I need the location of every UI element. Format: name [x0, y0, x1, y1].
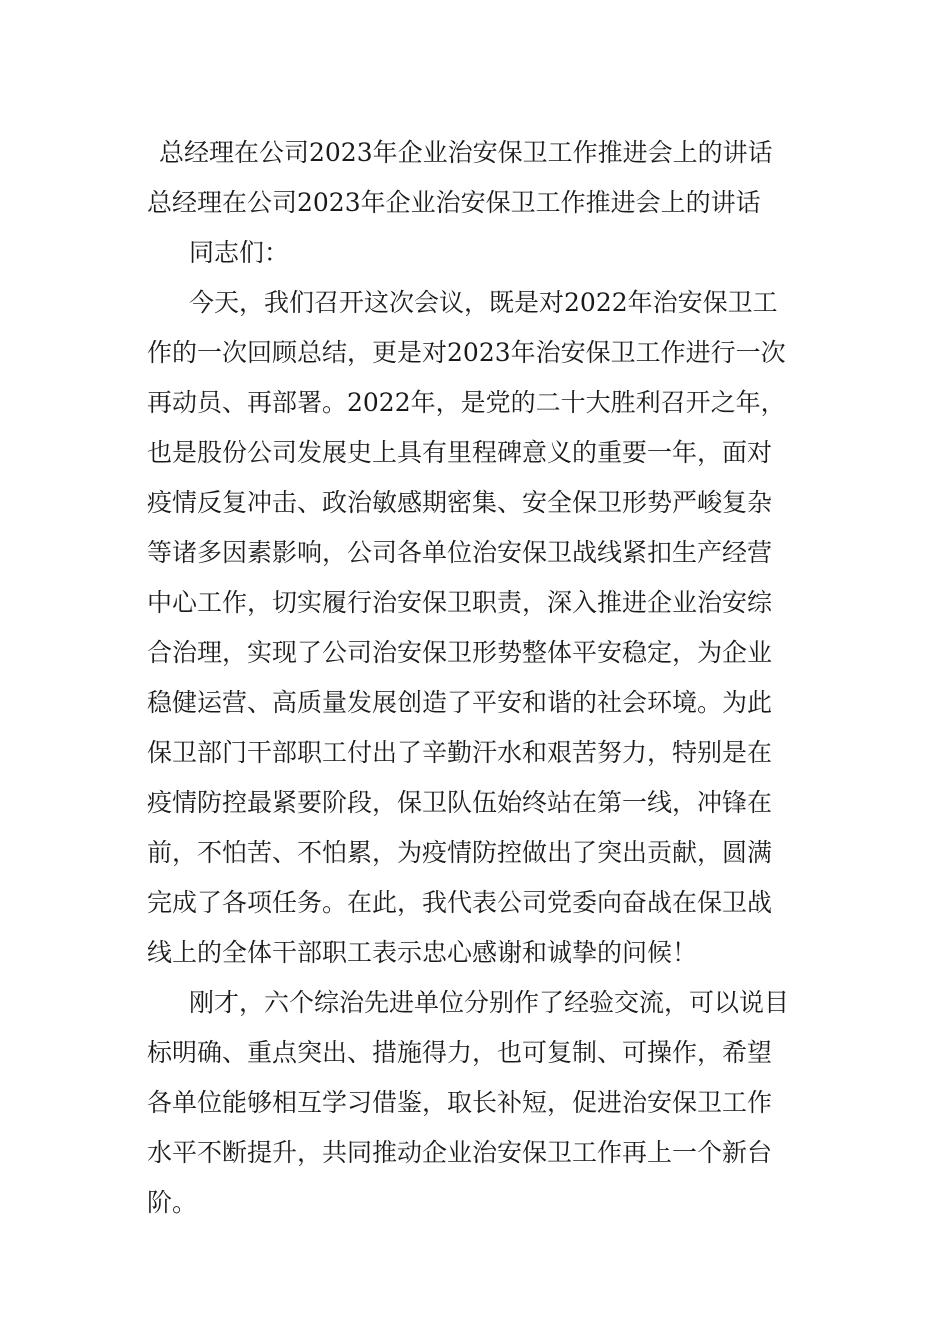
- document-title: 总经理在公司2023年企业治安保卫工作推进会上的讲话: [159, 138, 773, 167]
- greeting: 同志们：: [189, 238, 290, 267]
- paragraph-line: 各单位能够相互学习借鉴，取长补短，促进治安保卫工作: [147, 1088, 773, 1117]
- paragraph-line: 线上的全体干部职工表示忠心感谢和诚挚的问候！: [147, 938, 698, 967]
- paragraph-line: 今天，我们召开这次会议，既是对2022年治安保卫工: [189, 288, 778, 317]
- paragraph-line: 完成了各项任务。在此，我代表公司党委向奋战在保卫战: [147, 888, 773, 917]
- paragraph-2: [147, 978, 807, 1228]
- paragraph-line: 作的一次回顾总结，更是对2023年治安保卫工作进行一次: [147, 338, 786, 367]
- paragraph-line: 水平不断提升，共同推动企业治安保卫工作再上一个新台: [147, 1138, 773, 1167]
- paragraph-line: 再动员、再部署。2022年，是党的二十大胜利召开之年，: [147, 388, 786, 417]
- paragraph-line: 中心工作，切实履行治安保卫职责，深入推进企业治安综: [147, 588, 773, 617]
- paragraph-line: 也是股份公司发展史上具有里程碑意义的重要一年，面对: [147, 438, 773, 467]
- paragraph-line: 前，不怕苦、不怕累，为疫情防控做出了突出贡献，圆满: [147, 838, 773, 867]
- paragraph-line: 疫情防控最紧要阶段，保卫队伍始终站在第一线，冲锋在: [147, 788, 773, 817]
- paragraph-line: 合治理，实现了公司治安保卫形势整体平安稳定，为企业: [147, 638, 773, 667]
- paragraph-line: 保卫部门干部职工付出了辛勤汗水和艰苦努力，特别是在: [147, 738, 773, 767]
- paragraph-line: 疫情反复冲击、政治敏感期密集、安全保卫形势严峻复杂: [147, 488, 773, 517]
- paragraph-line: 稳健运营、高质量发展创造了平安和谐的社会环境。为此: [147, 688, 773, 717]
- paragraph-line: 阶。: [147, 1188, 198, 1217]
- document-body: [147, 128, 807, 1228]
- document-title-repeat: 总经理在公司2023年企业治安保卫工作推进会上的讲话: [147, 188, 761, 217]
- paragraph-line: 等诸多因素影响，公司各单位治安保卫战线紧扣生产经营: [147, 538, 773, 567]
- paragraph-line: 刚才，六个综治先进单位分别作了经验交流，可以说目: [189, 988, 790, 1017]
- paragraph-1: [147, 278, 807, 978]
- paragraph-line: 标明确、重点突出、措施得力，也可复制、可操作，希望: [147, 1038, 773, 1067]
